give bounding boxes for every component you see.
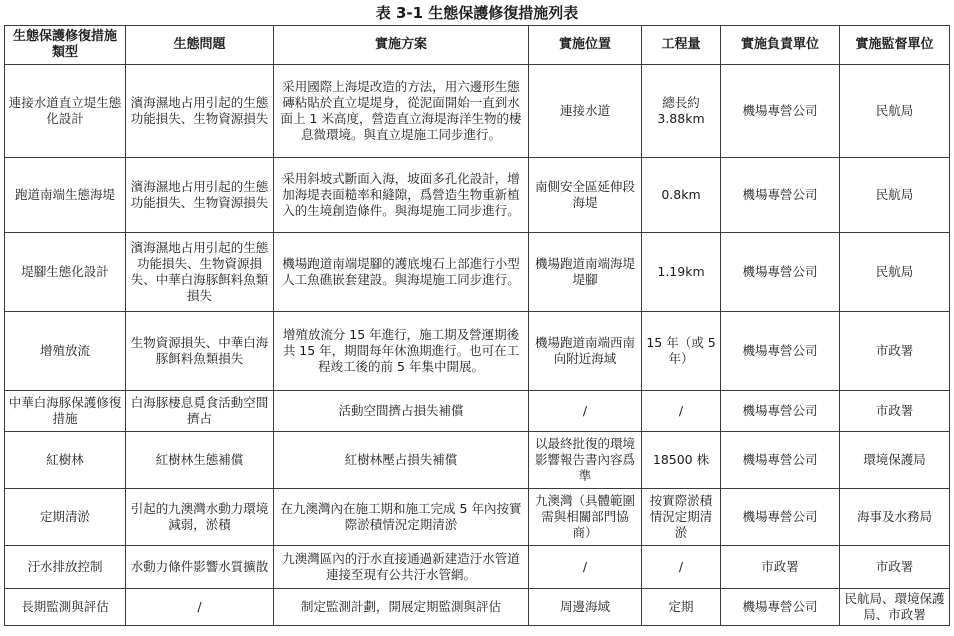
location-cell: / [529, 391, 642, 432]
header-cell: 生態保護修復措施類型 [5, 26, 126, 65]
measure-type-cell: 定期清淤 [5, 489, 126, 546]
table-caption: 表 3-1 生態保護修復措施列表 [375, 4, 579, 22]
supervising-unit-cell: 環境保護局 [840, 432, 950, 489]
plan-cell: 活動空間擠占損失補償 [274, 391, 529, 432]
location-cell: 機場跑道南端海堤堤腳 [529, 233, 642, 312]
supervising-unit-cell: 市政署 [840, 391, 950, 432]
header-cell: 實施監督單位 [840, 26, 950, 65]
measure-type-cell: 中華白海豚保護修復措施 [5, 391, 126, 432]
table-row [5, 589, 950, 626]
table-header-row [5, 26, 950, 65]
table-row [5, 432, 950, 489]
eco-issue-cell: 白海豚棲息覓食活動空間擠占 [126, 391, 274, 432]
measure-type-cell: 紅樹林 [5, 432, 126, 489]
quantity-cell: 18500 株 [642, 432, 721, 489]
location-cell: 九澳灣（具體範圍需與相關部門協商） [529, 489, 642, 546]
measure-type-cell: 連接水道直立堤生態化設計 [5, 65, 126, 158]
quantity-cell: / [642, 546, 721, 589]
quantity-cell: 按實際淤積情況定期清淤 [642, 489, 721, 546]
location-cell: 周邊海域 [529, 589, 642, 626]
quantity-cell: 總長約 3.88km [642, 65, 721, 158]
responsible-unit-cell: 機場專營公司 [721, 589, 840, 626]
plan-cell: 采用國際上海堤改造的方法，用六邊形生態磚粘貼於直立堤堤身，從泥面開始一直到水面上 1 米高度，營造直立海堤海洋生物的棲息微環境。與直立堤施工同步進行。 [274, 65, 529, 158]
supervising-unit-cell: 民航局 [840, 233, 950, 312]
header-cell: 實施位置 [529, 26, 642, 65]
table-row [5, 312, 950, 391]
measure-type-cell: 長期監測與評估 [5, 589, 126, 626]
eco-issue-cell: 濱海濕地占用引起的生態功能損失、生物資源損失 [126, 158, 274, 233]
quantity-cell: 15 年（或 5 年） [642, 312, 721, 391]
plan-cell: 制定監測計劃，開展定期監測與評估 [274, 589, 529, 626]
supervising-unit-cell: 民航局、環境保護局、市政署 [840, 589, 950, 626]
plan-cell: 增殖放流分 15 年進行，施工期及營運期後共 15 年，期間每年休漁期進行。也可在工程竣工後的前 5 年集中開展。 [274, 312, 529, 391]
responsible-unit-cell: 市政署 [721, 546, 840, 589]
table-row [5, 158, 950, 233]
eco-issue-cell: 生物資源損失、中華白海豚餌料魚類損失 [126, 312, 274, 391]
supervising-unit-cell: 海事及水務局 [840, 489, 950, 546]
table-row [5, 489, 950, 546]
plan-cell: 紅樹林壓占損失補償 [274, 432, 529, 489]
eco-issue-cell: 濱海濕地占用引起的生態功能損失、生物資源損失、中華白海豚餌料魚類損失 [126, 233, 274, 312]
supervising-unit-cell: 市政署 [840, 546, 950, 589]
location-cell: 機場跑道南端西南向附近海域 [529, 312, 642, 391]
table-row [5, 391, 950, 432]
table-row [5, 233, 950, 312]
responsible-unit-cell: 機場專營公司 [721, 233, 840, 312]
measure-type-cell: 跑道南端生態海堤 [5, 158, 126, 233]
supervising-unit-cell: 市政署 [840, 312, 950, 391]
quantity-cell: 0.8km [642, 158, 721, 233]
plan-cell: 在九澳灣內在施工期和施工完成 5 年內按實際淤積情況定期清淤 [274, 489, 529, 546]
header-cell: 工程量 [642, 26, 721, 65]
supervising-unit-cell: 民航局 [840, 158, 950, 233]
table-row [5, 65, 950, 158]
plan-cell: 九澳灣區內的汙水直接通過新建造汙水管道連接至現有公共汙水管網。 [274, 546, 529, 589]
header-cell: 實施負責單位 [721, 26, 840, 65]
plan-cell: 機場跑道南端堤腳的護底塊石上部進行小型人工魚礁嵌套建設。與海堤施工同步進行。 [274, 233, 529, 312]
location-cell: 南側安全區延伸段海堤 [529, 158, 642, 233]
eco-issue-cell: 引起的九澳灣水動力環境減弱，淤積 [126, 489, 274, 546]
header-cell: 實施方案 [274, 26, 529, 65]
eco-issue-cell: 水動力條件影響水質擴散 [126, 546, 274, 589]
quantity-cell: 定期 [642, 589, 721, 626]
location-cell: 以最終批復的環境影響報告書內容爲準 [529, 432, 642, 489]
location-cell: / [529, 546, 642, 589]
responsible-unit-cell: 機場專營公司 [721, 489, 840, 546]
responsible-unit-cell: 機場專營公司 [721, 391, 840, 432]
supervising-unit-cell: 民航局 [840, 65, 950, 158]
measures-table [4, 25, 950, 626]
plan-cell: 采用斜坡式斷面入海，坡面多孔化設計，增加海堤表面糙率和縫隙，爲營造生物重新植入的生境創造條件。與海堤施工同步進行。 [274, 158, 529, 233]
measure-type-cell: 增殖放流 [5, 312, 126, 391]
eco-issue-cell: 紅樹林生態補償 [126, 432, 274, 489]
eco-issue-cell: / [126, 589, 274, 626]
quantity-cell: 1.19km [642, 233, 721, 312]
responsible-unit-cell: 機場專營公司 [721, 65, 840, 158]
responsible-unit-cell: 機場專營公司 [721, 158, 840, 233]
responsible-unit-cell: 機場專營公司 [721, 432, 840, 489]
responsible-unit-cell: 機場專營公司 [721, 312, 840, 391]
measure-type-cell: 堤腳生態化設計 [5, 233, 126, 312]
measure-type-cell: 汙水排放控制 [5, 546, 126, 589]
table-row [5, 546, 950, 589]
quantity-cell: / [642, 391, 721, 432]
eco-issue-cell: 濱海濕地占用引起的生態功能損失、生物資源損失 [126, 65, 274, 158]
location-cell: 連接水道 [529, 65, 642, 158]
header-cell: 生態問題 [126, 26, 274, 65]
